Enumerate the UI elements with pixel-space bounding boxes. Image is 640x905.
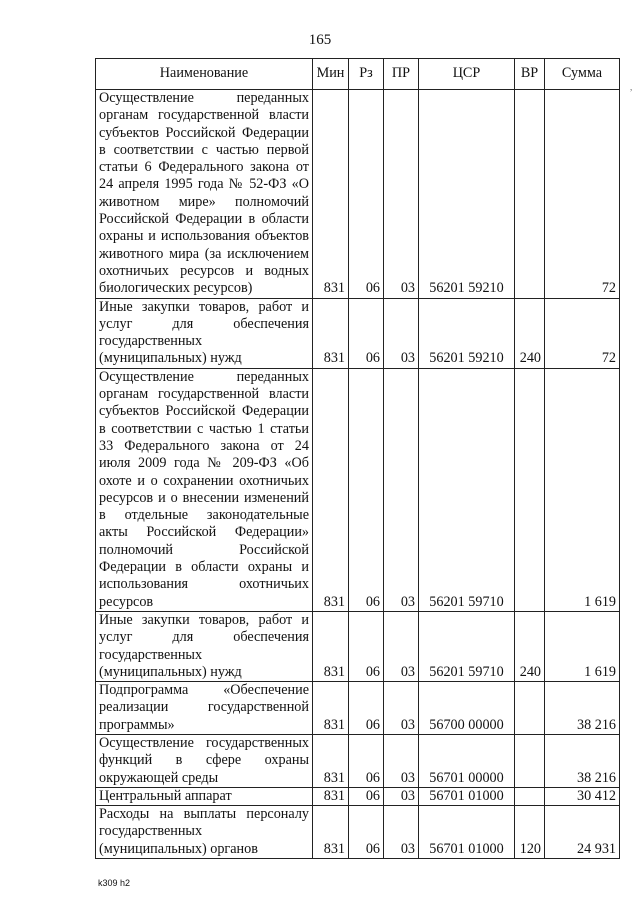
row-vr: 240: [515, 611, 545, 681]
row-rz: 06: [349, 611, 384, 681]
row-min: 831: [313, 368, 349, 611]
row-rz: 06: [349, 298, 384, 368]
row-min: 831: [313, 611, 349, 681]
margin-mark: ,: [630, 82, 633, 92]
row-vr: [515, 368, 545, 611]
row-csr: 56201 59710: [419, 368, 515, 611]
table-row: [96, 298, 620, 368]
row-vr: 120: [515, 806, 545, 859]
header-csr: ЦСР: [419, 59, 515, 90]
header-min: Мин: [313, 59, 349, 90]
row-vr: [515, 734, 545, 787]
footer-code: k309 h2: [98, 878, 131, 888]
row-csr: 56700 00000: [419, 682, 515, 735]
row-name: Осуществление государственных функций в сфере охраны окружающей среды: [96, 734, 313, 787]
row-name: Осуществление переданных органам государственной власти субъектов Российской Федерации в соответствии с частью первой статьи 6 Федерального закона от 24 апреля 1995 года № 52-ФЗ «О животном мире» полномочий Российской Федерации в области охраны и использования объектов животного мира (за исключением охотничьих ресурсов и водных биологических ресурсов): [96, 90, 313, 299]
row-min: 831: [313, 682, 349, 735]
row-name: Центральный аппарат: [96, 787, 313, 805]
row-vr: 240: [515, 298, 545, 368]
row-min: 831: [313, 806, 349, 859]
row-sum: 30 412: [545, 787, 620, 805]
row-sum: 24 931: [545, 806, 620, 859]
row-pr: 03: [384, 787, 419, 805]
row-rz: 06: [349, 90, 384, 299]
table-row: [96, 90, 620, 299]
row-sum: 72: [545, 90, 620, 299]
row-csr: 56201 59210: [419, 90, 515, 299]
row-rz: 06: [349, 806, 384, 859]
row-name: Подпрограмма «Обеспечение реализации государственной программы»: [96, 682, 313, 735]
row-pr: 03: [384, 298, 419, 368]
page-number: 165: [308, 32, 332, 48]
row-vr: [515, 787, 545, 805]
row-pr: 03: [384, 611, 419, 681]
row-pr: 03: [384, 90, 419, 299]
header-rz: Рз: [349, 59, 384, 90]
row-csr: 56701 01000: [419, 806, 515, 859]
table-header-row: [96, 59, 620, 90]
row-rz: 06: [349, 734, 384, 787]
row-pr: 03: [384, 806, 419, 859]
header-sum: Сумма: [545, 59, 620, 90]
row-name: Иные закупки товаров, работ и услуг для обеспечения государственных (муниципальных) нужд: [96, 298, 313, 368]
row-csr: 56201 59710: [419, 611, 515, 681]
row-sum: 1 619: [545, 611, 620, 681]
row-sum: 38 216: [545, 734, 620, 787]
row-pr: 03: [384, 368, 419, 611]
row-min: 831: [313, 787, 349, 805]
row-csr: 56701 01000: [419, 787, 515, 805]
table-row: [96, 734, 620, 787]
table-row: [96, 682, 620, 735]
table-row: [96, 787, 620, 805]
row-vr: [515, 682, 545, 735]
header-name: Наименование: [96, 59, 313, 90]
table-row: [96, 806, 620, 859]
row-name: Иные закупки товаров, работ и услуг для обеспечения государственных (муниципальных) нужд: [96, 611, 313, 681]
row-rz: 06: [349, 368, 384, 611]
row-sum: 38 216: [545, 682, 620, 735]
row-pr: 03: [384, 682, 419, 735]
row-min: 831: [313, 298, 349, 368]
row-rz: 06: [349, 787, 384, 805]
row-rz: 06: [349, 682, 384, 735]
table-row: [96, 611, 620, 681]
header-pr: ПР: [384, 59, 419, 90]
row-min: 831: [313, 734, 349, 787]
row-sum: 72: [545, 298, 620, 368]
row-pr: 03: [384, 734, 419, 787]
row-csr: 56201 59210: [419, 298, 515, 368]
header-vr: ВР: [515, 59, 545, 90]
table-row: [96, 368, 620, 611]
budget-table: [95, 58, 620, 859]
row-min: 831: [313, 90, 349, 299]
row-sum: 1 619: [545, 368, 620, 611]
row-csr: 56701 00000: [419, 734, 515, 787]
row-vr: [515, 90, 545, 299]
row-name: Осуществление переданных органам государственной власти субъектов Российской Федерации в соответствии с частью 1 статьи 33 Федерального закона от 24 июля 2009 года № 209-ФЗ «Об охоте и о сохранении охотничьих ресурсов и о внесении изменений в отдельные законодательные акты Российской Федерации» полномочий Российской Федерации в области охраны и использования охотничьих ресурсов: [96, 368, 313, 611]
row-name: Расходы на выплаты персоналу государственных (муниципальных) органов: [96, 806, 313, 859]
